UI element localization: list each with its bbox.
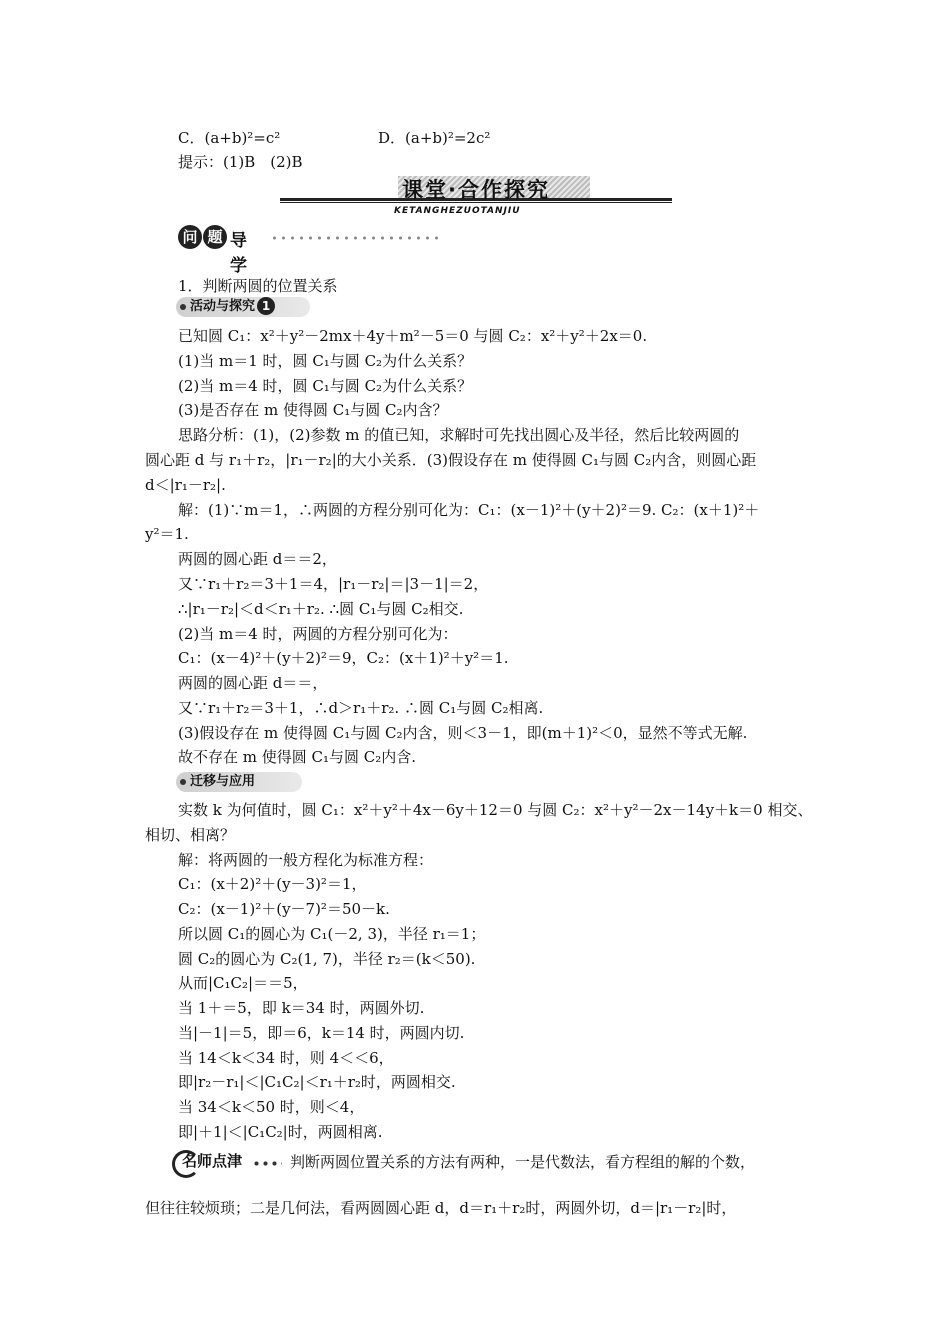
transfer-label-text: 迁移与应用 bbox=[190, 774, 256, 789]
text-line: 故不存在 m 使得圆 C₁与圆 C₂内含. bbox=[178, 748, 417, 766]
text-line: 所以圆 C₁的圆心为 C₁(－2, 3)，半径 r₁＝1； bbox=[178, 925, 486, 943]
activity-label bbox=[176, 297, 310, 317]
teacher-note-label bbox=[172, 1148, 292, 1174]
text-line: (3)是否存在 m 使得圆 C₁与圆 C₂内含？ bbox=[178, 401, 448, 419]
text-line: 从而|C₁C₂|＝＝5， bbox=[178, 974, 308, 992]
hint-text: 提示：(1)B (2)B bbox=[178, 153, 303, 171]
text-line: 即|r₂－r₁|＜|C₁C₂|＜r₁＋r₂时，两圆相交. bbox=[178, 1073, 456, 1091]
option-c: C．(a+b)²=c² bbox=[178, 129, 281, 147]
text-line: 当 1＋＝5，即 k＝34 时，两圆外切. bbox=[178, 999, 425, 1017]
text-line: 实数 k 为何值时，圆 C₁：x²＋y²＋4x－6y＋12＝0 与圆 C₂：x²＋y²－2x－14y＋k＝0 相交、 bbox=[178, 801, 813, 819]
text-line: 当|－1|＝5，即＝6，k＝14 时，两圆内切. bbox=[178, 1024, 465, 1042]
text-line: 思路分析：(1)，(2)参数 m 的值已知，求解时可先找出圆心及半径，然后比较两圆的 bbox=[178, 426, 740, 444]
text-line: 圆心距 d 与 r₁＋r₂，|r₁－r₂|的大小关系．(3)假设存在 m 使得圆 C₁与圆 C₂内含，则圆心距 bbox=[145, 451, 757, 469]
transfer-label bbox=[176, 772, 302, 792]
text-line: (1)当 m＝1 时，圆 C₁与圆 C₂为什么关系？ bbox=[178, 352, 473, 370]
text-line: C₂：(x－1)²＋(y－7)²＝50－k. bbox=[178, 900, 390, 918]
text-line: C₁：(x＋2)²＋(y－3)²＝1， bbox=[178, 875, 367, 893]
text-line: C₁：(x－4)²＋(y＋2)²＝9，C₂：(x＋1)²＋y²＝1. bbox=[178, 649, 509, 667]
text-line: 相切、相离？ bbox=[145, 826, 236, 844]
bullet-icon bbox=[180, 304, 186, 310]
section-title: 1．判断两圆的位置关系 bbox=[178, 277, 338, 295]
text-line: 已知圆 C₁：x²＋y²－2mx＋4y＋m²－5＝0 与圆 C₂：x²＋y²＋2x＝0. bbox=[178, 327, 648, 345]
text-line: 又∵r₁＋r₂＝3＋1＝4，|r₁－r₂|＝|3－1|＝2， bbox=[178, 575, 489, 593]
text-line: 当 14＜k＜34 时，则 4＜＜6， bbox=[178, 1049, 394, 1067]
bullet-icon bbox=[180, 779, 186, 785]
note-dots bbox=[252, 1161, 282, 1166]
text-line: 但往往较烦琐；二是几何法，看两圆圆心距 d，d＝r₁＋r₂时，两圆外切，d＝|r₁－r₂|时， bbox=[145, 1199, 737, 1217]
header-badge-1: 问 bbox=[178, 225, 202, 249]
header-dots bbox=[270, 234, 440, 242]
text-line: 即|＋1|＜|C₁C₂|时，两圆相离. bbox=[178, 1123, 383, 1141]
text-line: (2)当 m＝4 时，圆 C₁与圆 C₂为什么关系？ bbox=[178, 377, 473, 395]
option-d: D．(a+b)²=2c² bbox=[378, 129, 491, 147]
note-label-text: 名师点津 bbox=[182, 1152, 243, 1170]
text-line: ∴|r₁－r₂|＜d＜r₁＋r₂. ∴圆 C₁与圆 C₂相交. bbox=[178, 600, 464, 618]
text-line: 解：(1)∵m＝1，∴两圆的方程分别可化为：C₁：(x－1)²＋(y＋2)²＝9. C₂：(x＋1)²＋ bbox=[178, 501, 760, 519]
header-text: 导学 bbox=[230, 231, 247, 276]
banner-subtitle: KETANGHEZUOTANJIU bbox=[394, 206, 521, 216]
text-line: 又∵r₁＋r₂＝3＋1，∴d＞r₁＋r₂. ∴圆 C₁与圆 C₂相离. bbox=[178, 699, 544, 717]
text-line: 两圆的圆心距 d＝＝2， bbox=[178, 550, 337, 568]
activity-label-text: 活动与探究 bbox=[190, 299, 256, 314]
section-banner bbox=[280, 174, 672, 220]
header-badge-2: 题 bbox=[203, 225, 227, 249]
text-line: 圆 C₂的圆心为 C₂(1, 7)，半径 r₂＝(k＜50). bbox=[178, 950, 476, 968]
text-line: y²＝1. bbox=[145, 525, 189, 543]
text-line: 当 34＜k＜50 时，则＜4， bbox=[178, 1098, 365, 1116]
text-line: 两圆的圆心距 d＝＝， bbox=[178, 674, 328, 692]
text-line: 解：将两圆的一般方程化为标准方程： bbox=[178, 851, 434, 869]
activity-number: 1 bbox=[257, 297, 275, 315]
text-line: 判断两圆位置关系的方法有两种，一是代数法，看方程组的解的个数， bbox=[290, 1153, 756, 1171]
text-line: (2)当 m＝4 时，两圆的方程分别可化为： bbox=[178, 625, 458, 643]
text-line: (3)假设存在 m 使得圆 C₁与圆 C₂内含，则＜3－1，即(m＋1)²＜0，显然不等式无解. bbox=[178, 724, 748, 742]
banner-title: 课堂·合作探究 bbox=[402, 178, 550, 202]
text-line: d＜|r₁－r₂|. bbox=[145, 476, 226, 494]
